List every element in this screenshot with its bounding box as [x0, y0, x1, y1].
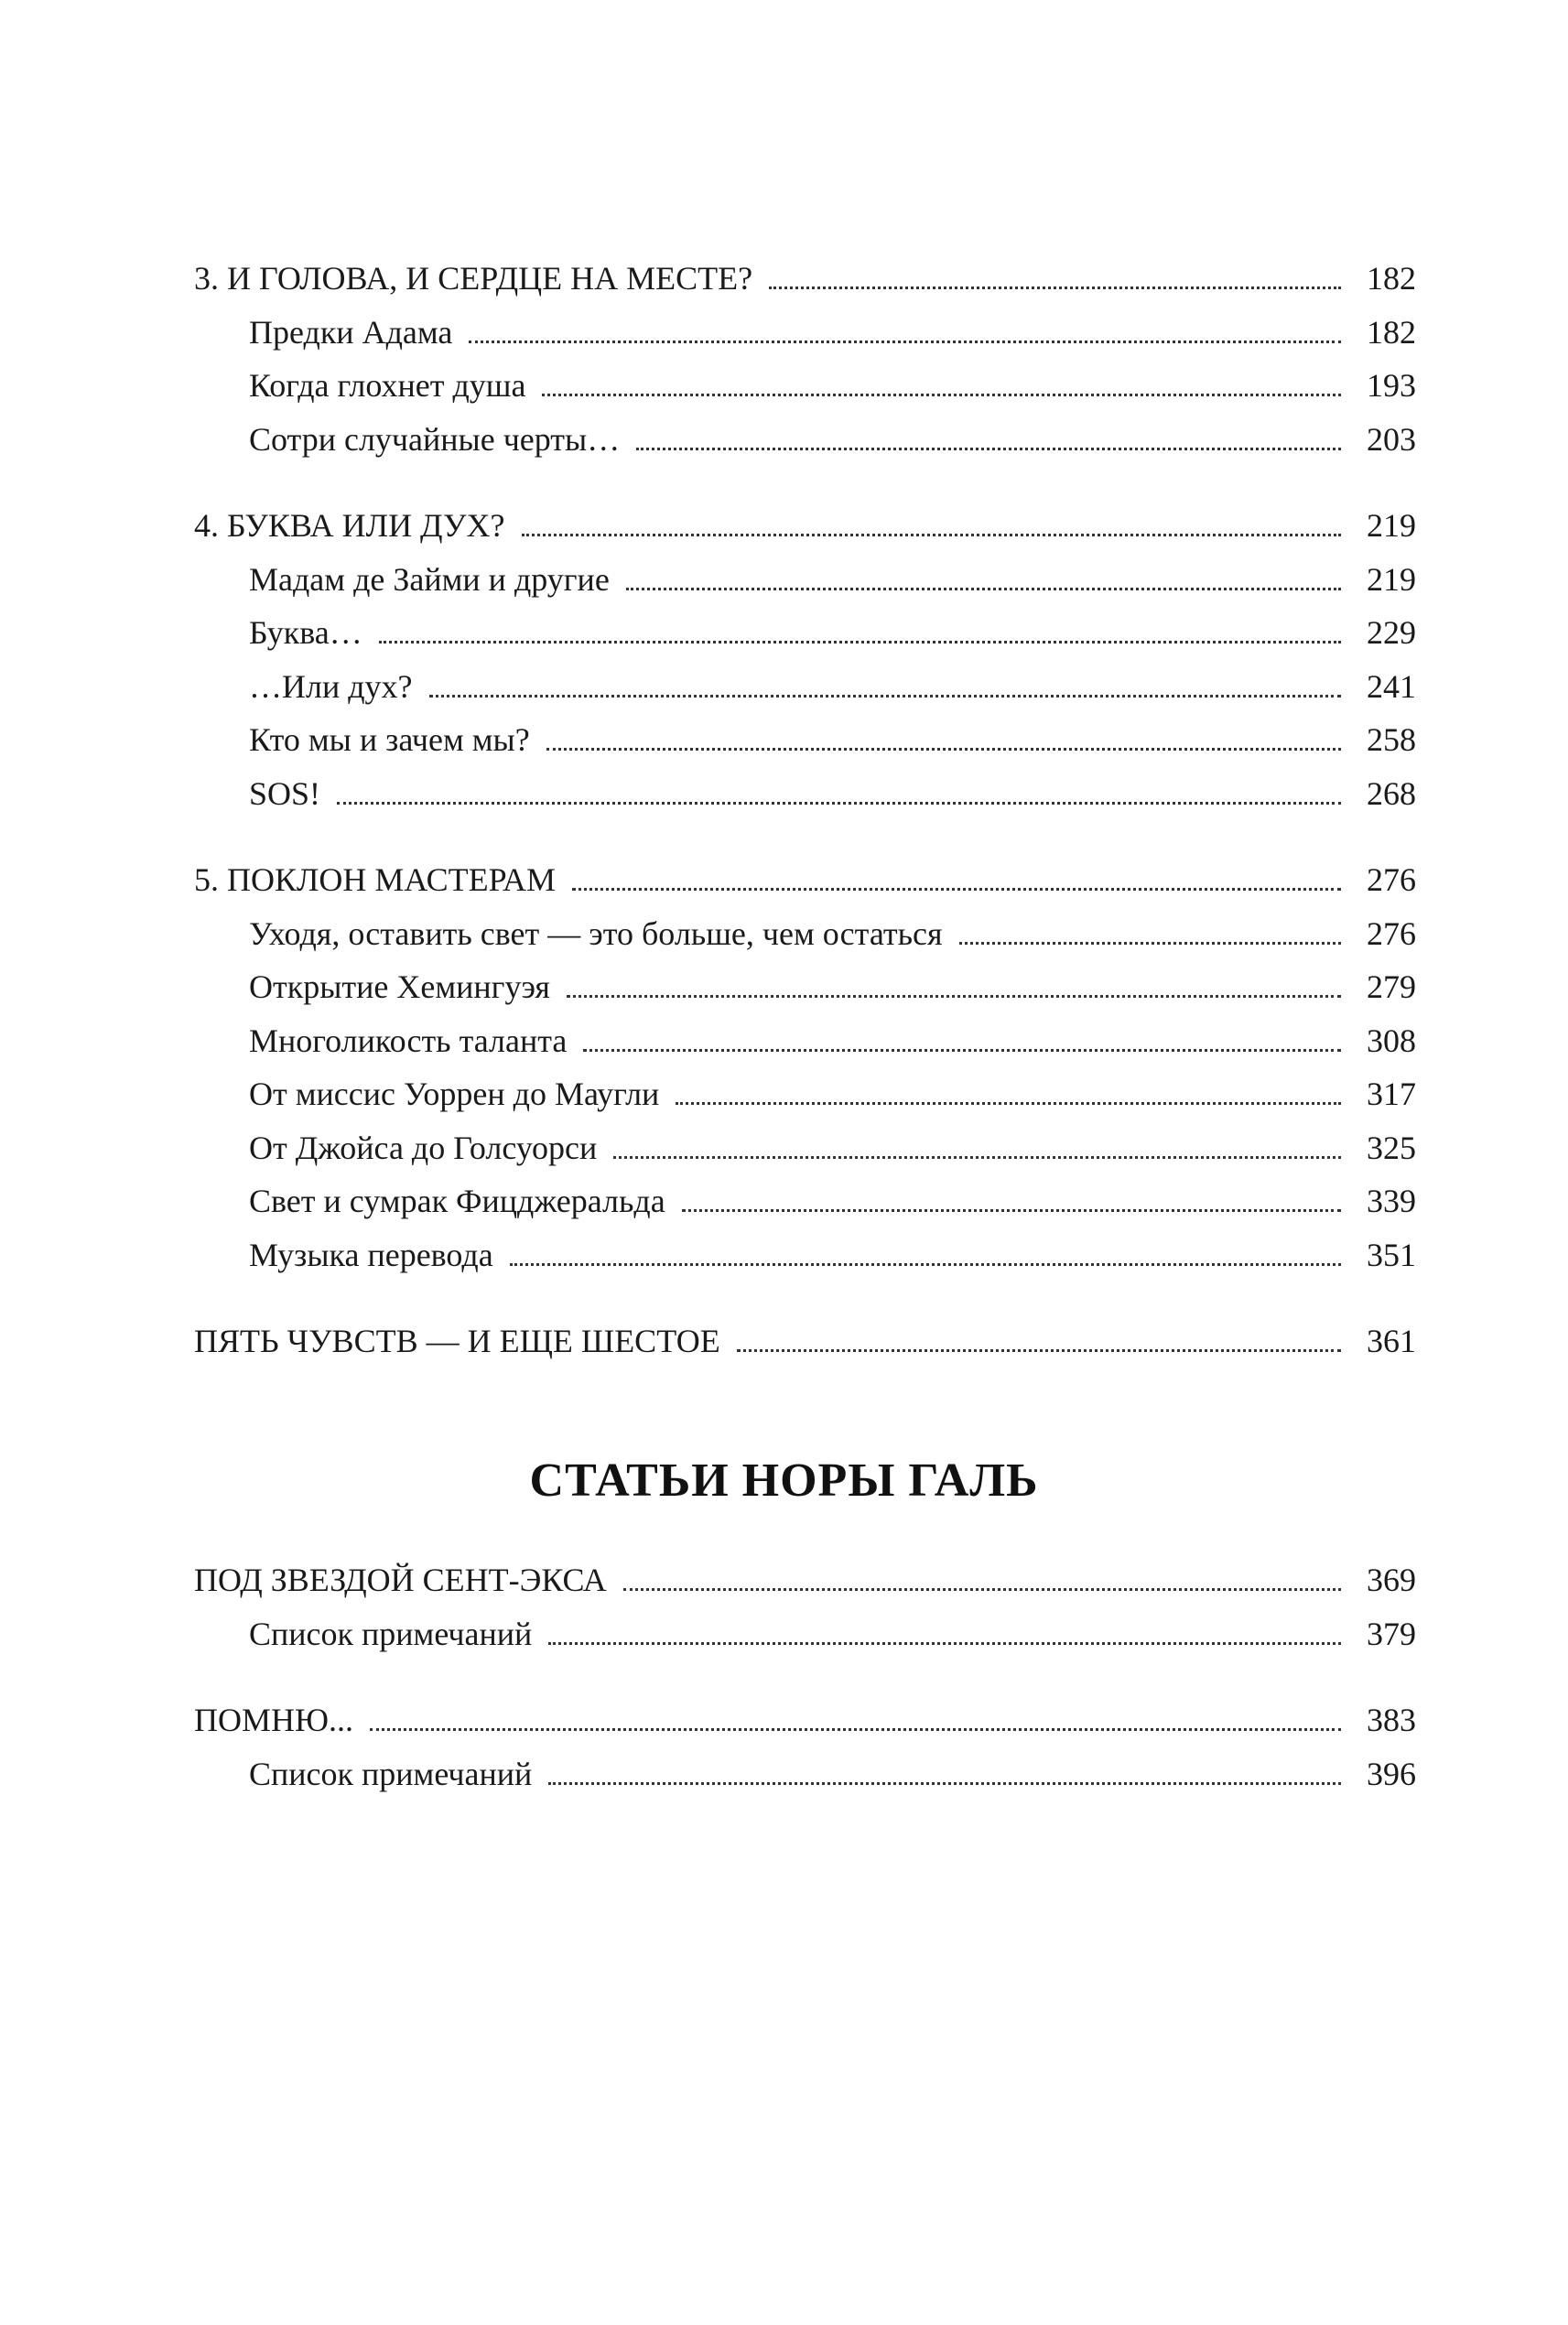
toc-page-number: 258 — [1367, 721, 1416, 758]
toc-group — [194, 853, 1416, 1281]
toc-page-number: 383 — [1367, 1702, 1416, 1738]
toc-page-number: 351 — [1367, 1236, 1416, 1273]
toc-subentry[interactable] — [194, 413, 1416, 467]
toc-subentry[interactable] — [194, 1174, 1416, 1228]
toc-page-number: 193 — [1367, 367, 1416, 404]
toc-page-number: 182 — [1367, 313, 1416, 351]
dot-leader — [572, 888, 1341, 891]
dot-leader — [583, 1049, 1341, 1052]
dot-leader — [546, 748, 1341, 751]
toc-page-number: 276 — [1367, 861, 1416, 898]
toc-group — [194, 1553, 1416, 1660]
toc-subentry[interactable] — [194, 767, 1416, 821]
toc-page-number: 276 — [1367, 914, 1416, 952]
toc-page-number: 369 — [1367, 1562, 1416, 1598]
toc-entry-title: Музыка перевода — [249, 1236, 493, 1273]
toc-subentry[interactable] — [194, 907, 1416, 961]
dot-leader — [613, 1156, 1341, 1159]
toc-subentry[interactable] — [194, 1607, 1416, 1661]
toc-entry[interactable] — [194, 853, 1416, 907]
toc-group — [194, 1693, 1416, 1801]
toc-page-number: 325 — [1367, 1129, 1416, 1166]
toc-page-number: 317 — [1367, 1076, 1416, 1112]
toc-entry-title: 4. БУКВА ИЛИ ДУХ? — [194, 507, 505, 544]
toc-page-number: 279 — [1367, 968, 1416, 1005]
toc-entry-title: ПОД ЗВЕЗДОЙ СЕНТ-ЭКСА — [194, 1562, 607, 1598]
toc-subentry[interactable] — [194, 1228, 1416, 1282]
toc-subentry[interactable] — [194, 606, 1416, 660]
toc-page-number: 361 — [1367, 1323, 1416, 1359]
toc-group — [194, 499, 1416, 820]
dot-leader — [567, 995, 1341, 998]
toc-subentry[interactable] — [194, 713, 1416, 767]
toc-entry-title: Когда глохнет душа — [249, 367, 526, 404]
dot-leader — [522, 534, 1341, 536]
toc-entry[interactable] — [194, 1553, 1416, 1607]
toc-page-number: 182 — [1367, 260, 1416, 297]
toc-subentry[interactable] — [194, 660, 1416, 714]
toc-subentry[interactable] — [194, 553, 1416, 607]
dot-leader — [548, 1782, 1341, 1785]
toc-page-number: 379 — [1367, 1615, 1416, 1652]
toc-entry[interactable] — [194, 1314, 1416, 1368]
section-heading: СТАТЬИ НОРЫ ГАЛЬ — [529, 1454, 1039, 1507]
toc-entry[interactable] — [194, 1693, 1416, 1747]
toc-page-number: 308 — [1367, 1022, 1416, 1059]
toc-entry-title: Предки Адама — [249, 313, 453, 351]
toc-entry-title: Список примечаний — [249, 1615, 533, 1652]
toc-entry-title: Кто мы и зачем мы? — [249, 721, 530, 758]
toc-entry-title: Открытие Хемингуэя — [249, 968, 550, 1005]
toc-group — [194, 1314, 1416, 1368]
dot-leader — [737, 1349, 1341, 1352]
dot-leader — [510, 1263, 1341, 1266]
dot-leader — [676, 1102, 1341, 1105]
dot-leader — [370, 1728, 1341, 1731]
toc-entry-title: Мадам де Займи и другие — [249, 560, 610, 598]
toc-entry-title: 5. ПОКЛОН МАСТЕРАМ — [194, 861, 557, 898]
toc-subentry[interactable] — [194, 1747, 1416, 1801]
toc-entry-title: Уходя, оставить свет — это больше, чем остаться — [249, 914, 943, 952]
toc-subentry[interactable] — [194, 960, 1416, 1014]
toc-entry-title: Сотри случайные черты… — [249, 420, 621, 458]
toc-page-number: 219 — [1367, 507, 1416, 544]
dot-leader — [469, 341, 1341, 343]
dot-leader — [548, 1642, 1341, 1645]
toc-page-number: 241 — [1367, 667, 1416, 705]
toc-entry[interactable] — [194, 252, 1416, 306]
dot-leader — [682, 1209, 1341, 1212]
dot-leader — [623, 1588, 1341, 1591]
toc-entry-title: Свет и сумрак Фицджеральда — [249, 1183, 665, 1219]
dot-leader — [379, 641, 1341, 643]
dot-leader — [626, 588, 1341, 590]
toc-subentry[interactable] — [194, 1121, 1416, 1175]
table-of-contents-articles — [194, 1553, 1416, 1833]
toc-entry-title: От миссис Уоррен до Маугли — [249, 1076, 660, 1112]
dot-leader — [636, 448, 1341, 450]
toc-entry-title: SOS! — [249, 774, 321, 812]
toc-entry-title: ПОМНЮ... — [194, 1702, 354, 1738]
toc-entry-title: Список примечаний — [249, 1755, 533, 1792]
toc-page-number: 339 — [1367, 1183, 1416, 1219]
toc-entry-title: Многоликость таланта — [249, 1022, 568, 1059]
toc-subentry[interactable] — [194, 1067, 1416, 1121]
toc-page-number: 219 — [1367, 560, 1416, 598]
table-of-contents — [194, 252, 1416, 1401]
toc-entry-title: Буква… — [249, 614, 362, 651]
toc-group — [194, 252, 1416, 466]
toc-entry-title: 3. И ГОЛОВА, И СЕРДЦЕ НА МЕСТЕ? — [194, 260, 753, 297]
toc-subentry[interactable] — [194, 359, 1416, 413]
toc-page-number: 396 — [1367, 1755, 1416, 1792]
toc-entry-title: …Или дух? — [249, 667, 413, 705]
toc-page-number: 203 — [1367, 420, 1416, 458]
toc-page-number: 268 — [1367, 774, 1416, 812]
dot-leader — [429, 695, 1341, 698]
dot-leader — [959, 942, 1341, 945]
toc-entry-title: От Джойса до Голсуорси — [249, 1129, 598, 1166]
toc-subentry[interactable] — [194, 306, 1416, 360]
dot-leader — [542, 394, 1341, 396]
dot-leader — [337, 802, 1341, 805]
toc-entry[interactable] — [194, 499, 1416, 553]
toc-entry-title: ПЯТЬ ЧУВСТВ — И ЕЩЕ ШЕСТОЕ — [194, 1323, 720, 1359]
toc-subentry[interactable] — [194, 1014, 1416, 1068]
toc-page-number: 229 — [1367, 614, 1416, 651]
dot-leader — [769, 287, 1341, 289]
